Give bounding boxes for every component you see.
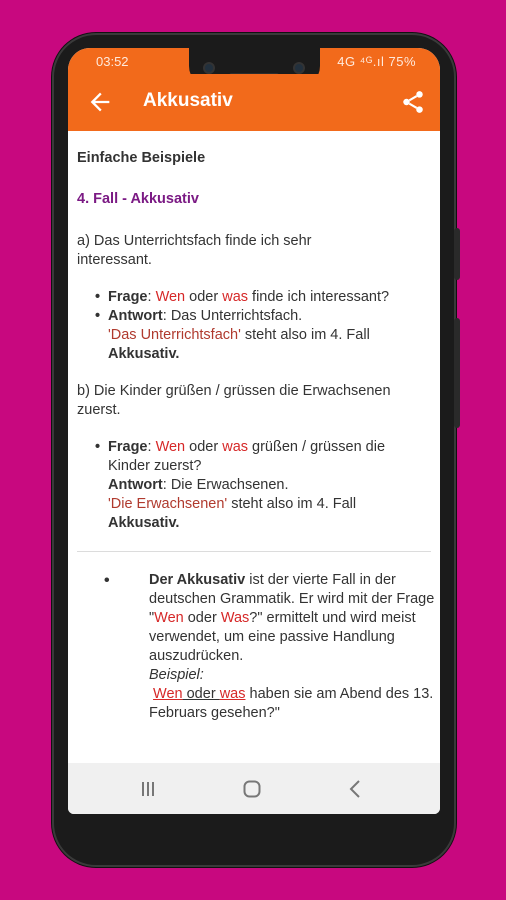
section-subheading: 4. Fall - Akkusativ bbox=[77, 191, 199, 207]
list-item bbox=[68, 438, 408, 533]
case-name: Akkusativ. bbox=[108, 346, 180, 362]
wen-word: Wen bbox=[155, 439, 186, 455]
list-item bbox=[68, 288, 440, 307]
answer-label: Antwort bbox=[108, 477, 163, 493]
answer-quote: 'Das Unterrichtsfach' bbox=[108, 327, 241, 343]
lesson-content bbox=[68, 131, 440, 763]
front-camera-icon bbox=[205, 64, 213, 72]
example-label: Beispiel: bbox=[149, 667, 204, 683]
was-word: was bbox=[222, 289, 249, 305]
wen-word: Wen bbox=[153, 686, 183, 702]
text: ?" ermittelt und wird meist verwendet, um eine passive Handlung auszudrücken. bbox=[149, 610, 416, 664]
answer-label: Antwort bbox=[108, 308, 163, 324]
sensor-icon bbox=[295, 64, 303, 72]
list-item bbox=[68, 307, 440, 364]
term: Der Akkusativ bbox=[149, 572, 246, 588]
text: oder bbox=[183, 610, 221, 626]
question-label: Frage bbox=[108, 439, 148, 455]
question-label: Frage bbox=[108, 289, 148, 305]
home-icon[interactable] bbox=[240, 777, 264, 801]
wen-word: Wen bbox=[155, 289, 186, 305]
example-b-sentence: b) Die Kinder grüßen / grüssen die Erwachsenen zuerst. bbox=[77, 383, 391, 418]
status-time: 03:52 bbox=[96, 54, 129, 69]
page-title: Akkusativ bbox=[143, 90, 233, 111]
app-bar bbox=[68, 74, 440, 131]
example-b-list bbox=[68, 438, 408, 533]
text: : bbox=[147, 439, 156, 455]
was-word: was bbox=[222, 439, 249, 455]
text: haben sie am Abend des 13. Februars gesehen?" bbox=[149, 686, 434, 721]
case-name: Akkusativ. bbox=[108, 515, 180, 531]
power-button bbox=[454, 228, 460, 280]
text: ist der vierte Fall in der deutschen Grammatik. Er wird mit der Frage " bbox=[149, 572, 435, 626]
system-nav-bar bbox=[68, 763, 440, 814]
answer-quote-rest: steht also im 4. Fall bbox=[227, 496, 357, 512]
nav-back-icon[interactable] bbox=[344, 777, 368, 801]
text: oder bbox=[182, 686, 220, 702]
answer-quote: 'Die Erwachsenen' bbox=[108, 496, 228, 512]
divider bbox=[77, 551, 431, 552]
question-text: finde ich interessant? bbox=[248, 289, 390, 305]
volume-button bbox=[454, 318, 460, 428]
status-indicators: 4G ⁴ᴳ.ıl 75% bbox=[337, 54, 416, 69]
text: : bbox=[147, 289, 156, 305]
text: oder bbox=[185, 289, 223, 305]
definition-text bbox=[149, 571, 435, 666]
section-heading: Einfache Beispiele bbox=[77, 150, 206, 166]
arrow-left-icon[interactable] bbox=[86, 88, 114, 116]
bullet: • bbox=[95, 439, 101, 455]
example-a-list bbox=[68, 288, 440, 364]
bullet: • bbox=[95, 308, 101, 324]
share-icon[interactable] bbox=[400, 88, 426, 116]
answer-quote-rest: steht also im 4. Fall bbox=[240, 327, 370, 343]
text: oder bbox=[185, 439, 223, 455]
wen-word: Wen bbox=[154, 610, 184, 626]
definition-bullet: • bbox=[104, 572, 110, 589]
was-word: Was bbox=[220, 610, 250, 626]
recents-icon[interactable] bbox=[136, 777, 160, 801]
example-a-sentence: a) Das Unterrichtsfach finde ich sehr interessant. bbox=[77, 233, 312, 268]
bullet: • bbox=[95, 289, 101, 305]
was-word: was bbox=[219, 686, 246, 702]
example-sentence bbox=[149, 685, 435, 723]
answer-text: : Die Erwachsenen. bbox=[162, 477, 289, 493]
question-text: grüßen / grüssen die Kinder zuerst? bbox=[108, 439, 386, 474]
screen bbox=[68, 48, 440, 814]
answer-text: : Das Unterrichtsfach. bbox=[162, 308, 303, 324]
